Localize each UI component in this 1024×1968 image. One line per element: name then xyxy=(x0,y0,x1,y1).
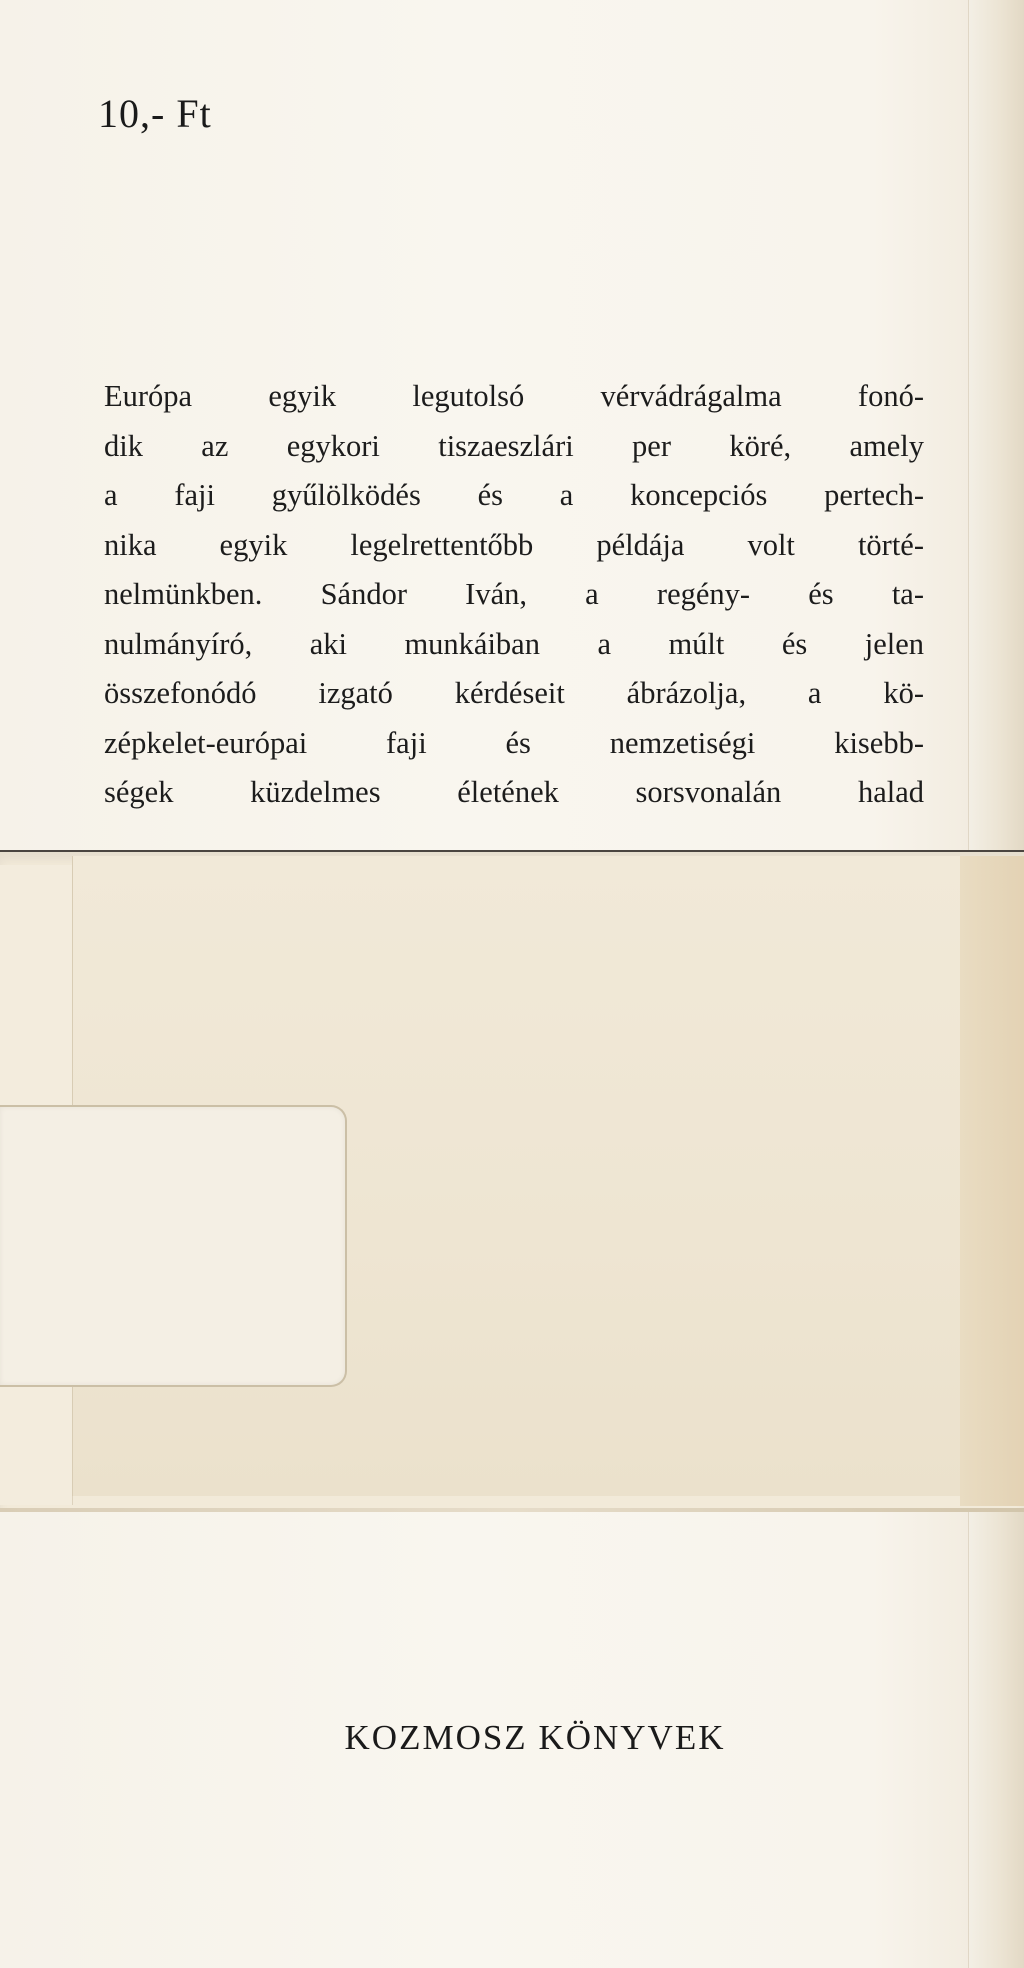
price-label: 10,- Ft xyxy=(98,91,212,136)
blurb-text xyxy=(104,372,924,818)
band-right-strip xyxy=(960,856,1024,1506)
blurb-line: a faji gyűlölködés és a koncepciós pertech- xyxy=(104,478,924,512)
blurb-line: nelmünkben. Sándor Iván, a regény- és ta- xyxy=(104,577,924,611)
blurb-line: nulmányíró, aki munkáiban a múlt és jelen xyxy=(104,626,924,661)
blurb-line: Európa egyik legutolsó vérvádrágalma fonó- xyxy=(104,379,924,413)
band-bottom-edge xyxy=(0,1508,1024,1512)
blurb-line: zépkelet-európai faji és nemzetiségi kisebb- xyxy=(104,725,924,760)
band-window-cutout xyxy=(0,1105,347,1387)
blurb-line: ségek küzdelmes életének sorsvonalán halad xyxy=(104,775,924,809)
publisher-name: KOZMOSZ KÖNYVEK xyxy=(344,1718,726,1757)
blurb-line: dik az egykori tiszaeszlári per köré, amely xyxy=(104,428,924,463)
blurb-line: nika egyik legelrettentőbb példája volt törté- xyxy=(104,527,924,562)
blurb-line: összefonódó izgató kérdéseit ábrázolja, a kö- xyxy=(104,676,924,710)
